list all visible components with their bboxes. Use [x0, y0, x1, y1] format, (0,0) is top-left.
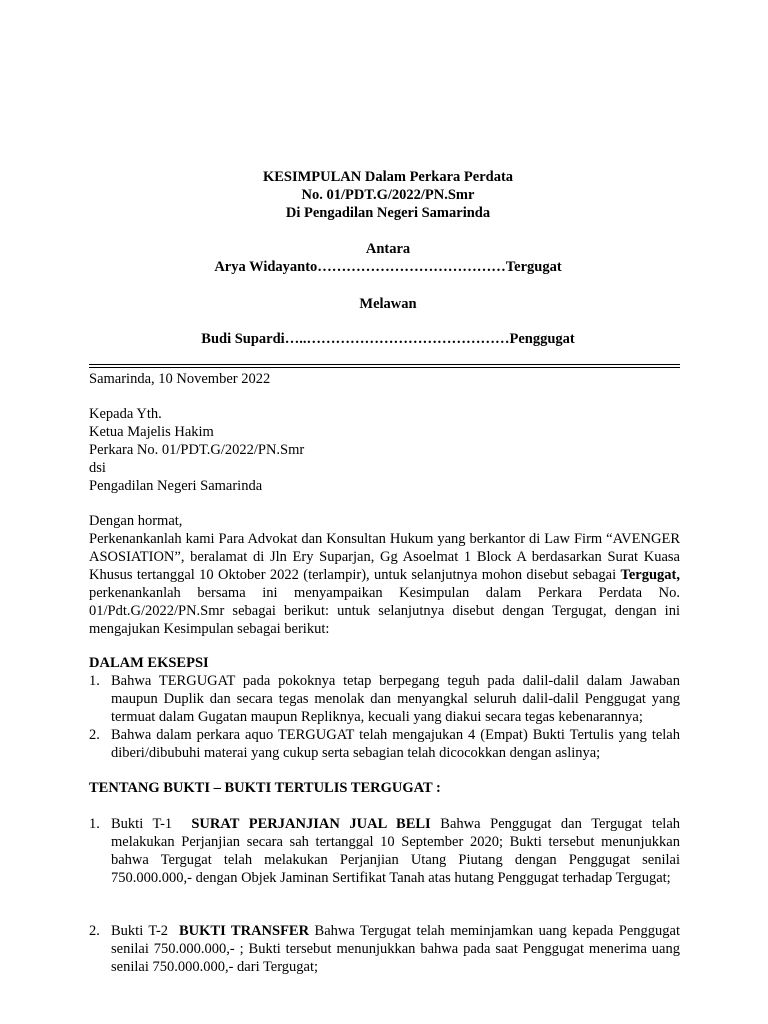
item-text: Bahwa TERGUGAT pada pokoknya tetap berpegang teguh pada dalil-dalil dalam Jawaban maupun Duplik dan secara tegas menolak dan menyangkal seluruh dalil-dalil Penggugat yang termuat dalam Gugatan maupun Repliknya, kecuali yang diakui secara tegas kebenarannya;	[111, 673, 680, 725]
item-number: 2.	[89, 727, 100, 743]
bukti-title: SURAT PERJANJIAN JUAL BELI	[191, 816, 431, 832]
eksepsi-heading: DALAM EKSEPSI	[89, 655, 209, 671]
letter-date: Samarinda, 10 November 2022	[89, 371, 271, 387]
title-line-2: No. 01/PDT.G/2022/PN.Smr	[301, 187, 475, 203]
title-line-3: Di Pengadilan Negeri Samarinda	[285, 205, 491, 221]
address-line-1: Kepada Yth.	[89, 406, 162, 422]
title-line-1: KESIMPULAN Dalam Perkara Perdata	[262, 169, 514, 185]
bukti-prefix: Bukti T-1	[111, 816, 173, 832]
item-text: Bahwa dalam perkara aquo TERGUGAT telah mengajukan 4 (Empat) Bukti Tertulis yang telah diberi/dibubuhi materai yang cukup serta sebagian telah dicocokkan dengan aslinya;	[111, 727, 680, 761]
tergugat-bold: Tergugat,	[620, 567, 680, 583]
bukti-item-2	[89, 922, 680, 976]
item-number: 1.	[89, 816, 100, 832]
melawan-label: Melawan	[359, 296, 417, 312]
address-line-3: Perkara No. 01/PDT.G/2022/PN.Smr	[89, 442, 305, 458]
address-line-2: Ketua Majelis Hakim	[89, 424, 214, 440]
eksepsi-item-1	[89, 672, 680, 726]
party-tergugat: Arya Widayanto…………………………………Tergugat	[214, 259, 562, 275]
bukti-item-1	[89, 815, 680, 887]
bukti-description: Bahwa Tergugat telah meminjamkan uang kepada Penggugat senilai 750.000.000,- ; Bukti tersebut menunjukkan bahwa pada saat Penggugat menerima uang senilai 750.000.000,- dari Tergugat;	[111, 923, 681, 975]
document-title	[89, 168, 687, 222]
opening-text: Perkenankanlah kami Para Advokat dan Konsultan Hukum yang berkantor di Law Firm “AVENGER ASOSIATION”, beralamat di Jln Ery Suparjan, Gg Asoelmat 1 Block A berdasarkan Surat Kuasa Khusus tertanggal 10 Oktober 2022 (terlampir), untuk selanjutnya mohon disebut sebagai	[89, 531, 680, 583]
opening-text-rest: perkenankanlah bersama ini menyampaikan Kesimpulan dalam Perkara Perdata No. 01/Pdt.G/2022/PN.Smr sebagai berikut: untuk selanjutnya disebut dengan Tergugat, dengan ini mengajukan Kesimpulan sebagai berikut:	[89, 585, 680, 637]
address-line-4: dsi	[89, 460, 106, 476]
bukti-prefix: Bukti T-2	[111, 923, 169, 939]
eksepsi-item-2	[89, 726, 680, 762]
antara-label: Antara	[365, 241, 411, 257]
item-number: 2.	[89, 923, 100, 939]
opening-paragraph	[89, 530, 680, 638]
greeting: Dengan hormat,	[89, 513, 183, 529]
recipient-address	[89, 405, 680, 495]
item-text	[111, 922, 680, 976]
party-penggugat: Budi Supardi…..……………………………………Penggugat	[201, 331, 575, 347]
bukti-heading: TENTANG BUKTI – BUKTI TERTULIS TERGUGAT :	[89, 780, 441, 796]
item-number: 1.	[89, 673, 100, 689]
bukti-description: Bahwa Penggugat dan Tergugat telah melakukan Perjanjian secara sah tertanggal 10 September 2020; Bukti tersebut menunjukkan bahwa Tergugat telah melakukan Perjanjian Utang Piutang dengan Penggugat senilai 750.000.000,- dengan Objek Jaminan Sertifikat Tanah atas hutang Penggugat terhadap Tergugat;	[111, 816, 681, 886]
item-text	[111, 815, 680, 887]
double-separator	[89, 364, 680, 368]
bukti-title: BUKTI TRANSFER	[178, 923, 310, 939]
address-line-5: Pengadilan Negeri Samarinda	[89, 478, 263, 494]
